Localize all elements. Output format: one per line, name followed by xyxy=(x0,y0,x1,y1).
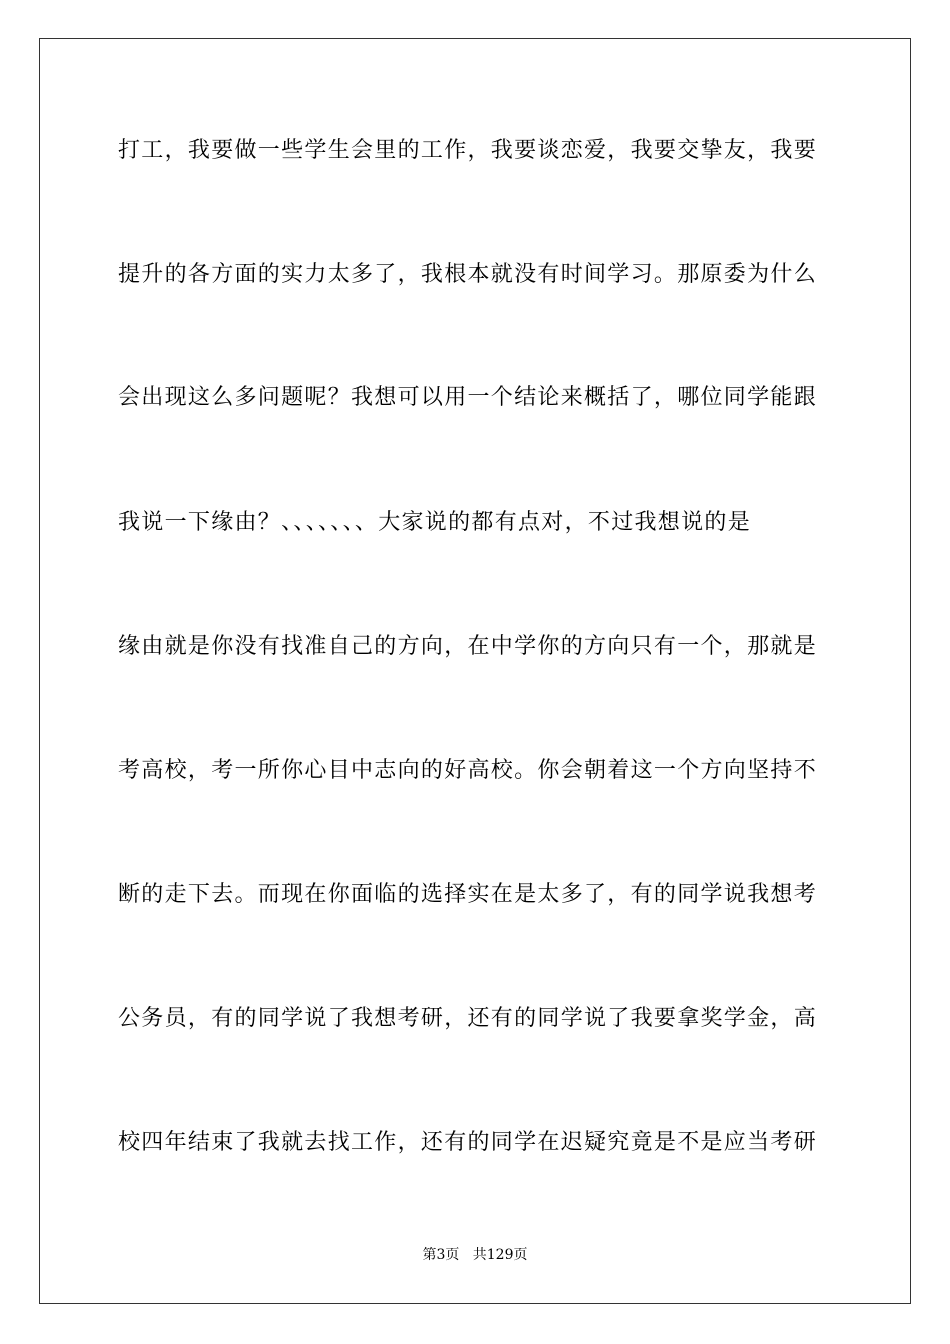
page-footer xyxy=(0,1244,950,1264)
body-text-line: 打工，我要做一些学生会里的工作，我要谈恋爱，我要交挚友，我要 xyxy=(118,138,818,163)
body-text-line: 校四年结束了我就去找工作，还有的同学在迟疑究竟是不是应当考研 xyxy=(118,1130,818,1155)
total-pages: 共129页 xyxy=(472,1247,528,1263)
body-text-line: 考高校，考一所你心目中志向的好高校。你会朝着这一个方向坚持不 xyxy=(118,758,818,783)
body-text-line: 提升的各方面的实力太多了，我根本就没有时间学习。那原委为什么 xyxy=(118,262,818,287)
body-text-line: 我说一下缘由？、、、、、、、大家说的都有点对，不过我想说的是 xyxy=(118,510,752,535)
page-number: 第3页 xyxy=(422,1247,460,1263)
body-text-line: 缘由就是你没有找准自己的方向，在中学你的方向只有一个，那就是 xyxy=(118,634,818,659)
body-text-line: 断的走下去。而现在你面临的选择实在是太多了，有的同学说我想考 xyxy=(118,882,818,907)
body-text-line: 会出现这么多问题呢？我想可以用一个结论来概括了，哪位同学能跟 xyxy=(118,385,818,410)
body-text-line: 公务员，有的同学说了我想考研，还有的同学说了我要拿奖学金，高 xyxy=(118,1006,818,1031)
page-border xyxy=(39,38,911,1304)
